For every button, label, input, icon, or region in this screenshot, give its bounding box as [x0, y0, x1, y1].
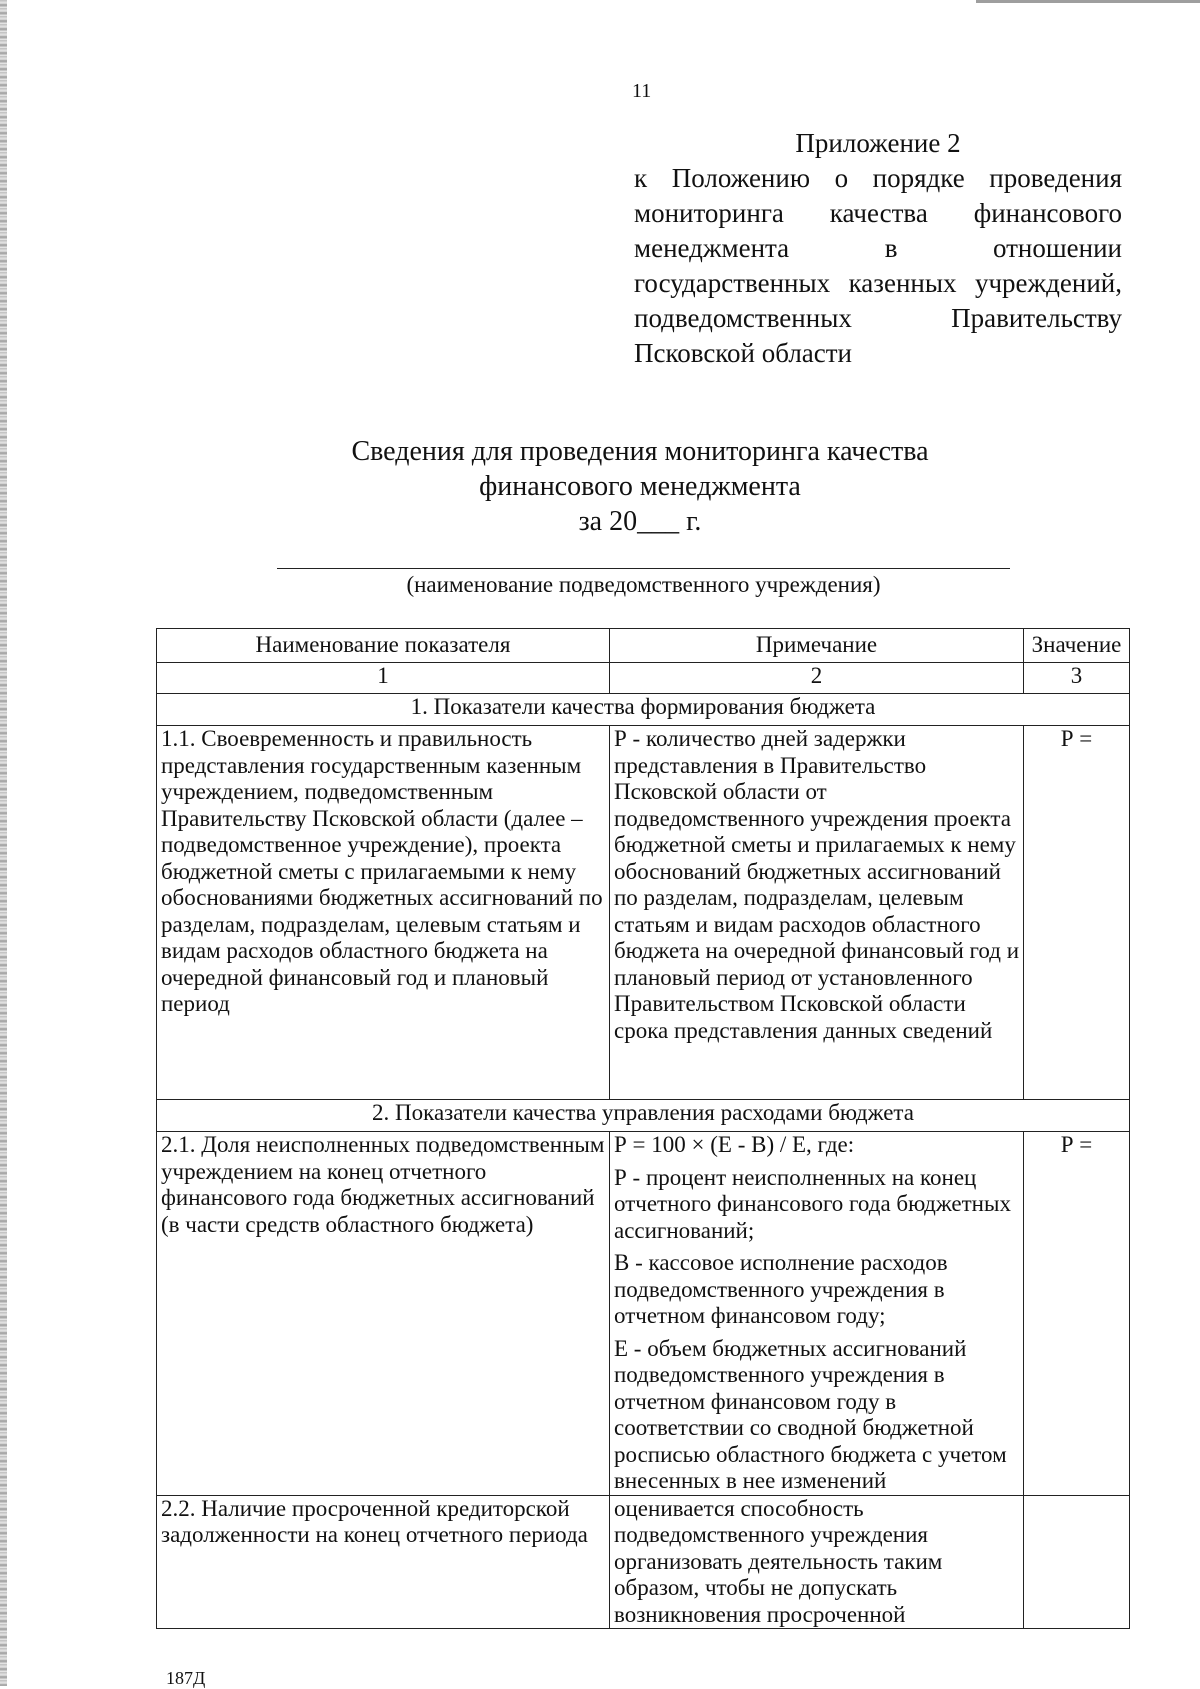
note-definition: Е - объем бюджетных ассигнований подведомственного учреждения в отчетном финансовом году в соответствии со сводной бюджетной росписью областного бюджета с учетом внесенных в нее изменений [614, 1335, 1007, 1493]
indicators-table [156, 628, 1130, 1629]
note-formula: Р = 100 × (Е - В) / Е, где: [614, 1132, 855, 1157]
note-definition: В - кассовое исполнение расходов подведомственного учреждения в отчетном финансовом году; [614, 1250, 948, 1328]
indicator-name: 2.1. Доля неисполненных подведомственным учреждением на конец отчетного финансового года бюджетных ассигнований (в части средств областного бюджета) [157, 1132, 610, 1496]
table-row [157, 726, 1130, 1100]
indicator-note: Р - количество дней задержки представления в Правительство Псковской области от подведомственного учреждения проекта бюджетной сметы и прилагаемых к нему обоснований бюджетных ассигнований по разделам, подразделам, целевым статьям и видам расходов областного бюджета на очередной финансовый год и плановый период от установленного Правительством Псковской области срока представления данных сведений [610, 726, 1024, 1100]
indicator-name: 2.2. Наличие просроченной кредиторской задолженности на конец отчетного периода [157, 1495, 610, 1629]
page-number: 11 [632, 80, 652, 102]
appendix-line: к Положению о порядке проведения [634, 163, 1122, 193]
appendix-title: Приложение 2 [795, 128, 961, 158]
column-number: 2 [610, 663, 1024, 694]
appendix-line: государственных казенных учреждений, [634, 268, 1122, 298]
scan-top-line [976, 0, 1200, 3]
institution-name-line [277, 568, 1010, 569]
indicator-note [610, 1132, 1024, 1496]
appendix-line: подведомственных Правительству [634, 303, 1122, 333]
section-title: 2. Показатели качества управления расходами бюджета [157, 1100, 1130, 1132]
indicator-note: оценивается способность подведомственного учреждения организовать деятельность таким образом, чтобы не допускать возникновения просроченной [610, 1495, 1024, 1629]
appendix-line: Псковской области [634, 338, 853, 368]
institution-name-caption: (наименование подведомственного учреждения) [406, 572, 881, 597]
appendix-line: мониторинга качества финансового [634, 198, 1122, 228]
section-title: 1. Показатели качества формирования бюджета [157, 694, 1130, 726]
column-number-row [157, 663, 1130, 694]
heading-line: за 20___ г. [578, 506, 702, 537]
scan-edge [0, 0, 7, 1686]
indicator-name: 1.1. Своевременность и правильность представления государственным казенным учреждением, подведомственным Правительству Псковской области (далее – подведомственное учреждение), проекта бюджетной сметы с прилагаемыми к нему обоснованиями бюджетных ассигнований по разделам, подразделам, целевым статьям и видам расходов областного бюджета на очередной финансовый год и плановый период [157, 726, 610, 1100]
appendix-line: менеджмента в отношении [634, 233, 1122, 263]
table-row [157, 1495, 1130, 1629]
appendix-block [634, 126, 1122, 371]
table-row [157, 1132, 1130, 1496]
document-heading [260, 434, 1020, 539]
header-indicator: Наименование показателя [157, 629, 610, 663]
heading-line: Сведения для проведения мониторинга качества [351, 436, 929, 467]
document-code: 187Д [166, 1668, 206, 1688]
indicator-value: Р = [1024, 1132, 1130, 1496]
column-number: 1 [157, 663, 610, 694]
table-header-row [157, 629, 1130, 663]
indicator-value [1024, 1495, 1130, 1629]
section-row [157, 694, 1130, 726]
header-note: Примечание [610, 629, 1024, 663]
column-number: 3 [1024, 663, 1130, 694]
heading-line: финансового менеджмента [479, 471, 801, 502]
section-row [157, 1100, 1130, 1132]
header-value: Значение [1024, 629, 1130, 663]
indicator-value: Р = [1024, 726, 1130, 1100]
note-definition: Р - процент неисполненных на конец отчетного финансового года бюджетных ассигнований; [614, 1164, 1011, 1243]
